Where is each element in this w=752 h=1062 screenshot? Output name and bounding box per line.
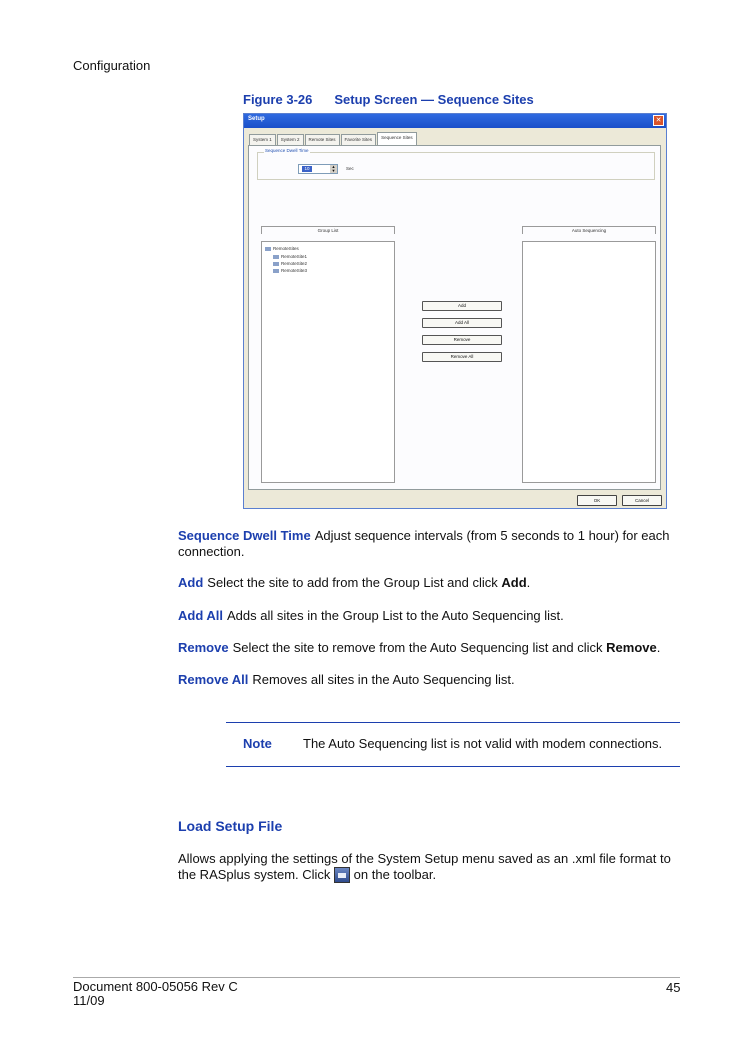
dwell-unit: Sec — [346, 166, 354, 171]
para-add — [178, 575, 680, 591]
para-dwell-text: Adjust sequence intervals (from 5 seconds to 1 hour) for each connection. — [178, 528, 670, 559]
close-icon[interactable]: ✕ — [653, 115, 664, 126]
setup-window-screenshot — [243, 113, 667, 509]
load-setup-toolbar-icon — [334, 867, 350, 883]
tree-root-label: RemoteSites — [273, 246, 299, 251]
term-remove: Remove — [178, 640, 229, 655]
tab-strip — [249, 134, 418, 145]
dwell-group-label: Sequence Dwell Time — [265, 148, 309, 153]
running-header: Configuration — [73, 58, 151, 73]
para-remove — [178, 640, 680, 656]
section-heading: Load Setup File — [178, 818, 283, 834]
footer-doc-info — [73, 980, 238, 1008]
tree-item-label: RemoteSite2 — [281, 261, 308, 266]
tab-system-2[interactable]: System 2 — [277, 134, 304, 145]
add-button[interactable]: Add — [422, 301, 502, 311]
section-text — [178, 851, 680, 883]
tab-favorite-sites[interactable]: Favorite Sites — [341, 134, 377, 145]
figure-number: Figure 3-26 — [243, 92, 313, 107]
tree-item[interactable] — [273, 261, 307, 266]
site-icon — [273, 262, 279, 266]
dwell-value: 10 — [302, 166, 312, 172]
tree-item[interactable] — [273, 254, 307, 259]
remove-button[interactable]: Remove — [422, 335, 502, 345]
term-dwell: Sequence Dwell Time — [178, 528, 311, 543]
group-list[interactable] — [261, 241, 395, 483]
para-add-text: Select the site to add from the Group List and click — [207, 575, 502, 590]
tree-item[interactable] — [273, 268, 307, 273]
tab-remote-sites[interactable]: Remote Sites — [305, 134, 340, 145]
auto-sequencing-list[interactable] — [522, 241, 656, 483]
tree-item-label: RemoteSite3 — [281, 268, 308, 273]
footer-date: 11/09 — [73, 993, 105, 1008]
note-text: The Auto Sequencing list is not valid with modem connections. — [303, 736, 663, 751]
para-add-end: . — [526, 575, 531, 590]
remove-all-button[interactable]: Remove All — [422, 352, 502, 362]
term-remove-all: Remove All — [178, 672, 249, 687]
footer-rule — [73, 977, 680, 978]
cancel-button[interactable]: Cancel — [622, 495, 662, 506]
para-add-all — [178, 608, 680, 624]
section-text-after: on the toolbar. — [350, 867, 437, 882]
tab-sequence-sites[interactable]: Sequence Sites — [377, 132, 417, 145]
site-icon — [273, 269, 279, 273]
ok-button[interactable]: OK — [577, 495, 617, 506]
tab-system-1[interactable]: System 1 — [249, 134, 276, 145]
para-add-all-text: Adds all sites in the Group List to the Auto Sequencing list. — [227, 608, 564, 623]
term-add: Add — [178, 575, 204, 590]
note-label: Note — [243, 736, 272, 751]
footer-doc: Document 800-05056 Rev C — [73, 979, 238, 994]
spinner-arrows-icon[interactable]: ▲ ▼ — [331, 164, 336, 173]
figure-caption — [243, 92, 534, 107]
auto-sequencing-header: Auto Sequencing — [522, 226, 656, 234]
section-text-before: Allows applying the settings of the System Setup menu saved as an .xml file format to the RASplus system. Click — [178, 851, 671, 882]
figure-title: Setup Screen — Sequence Sites — [334, 92, 534, 107]
group-list-header: Group List — [261, 226, 395, 234]
para-remove-text: Select the site to remove from the Auto Sequencing list and click — [232, 640, 607, 655]
para-remove-bold: Remove — [606, 640, 657, 655]
para-dwell — [178, 528, 680, 560]
note-rule-bottom — [226, 766, 680, 767]
para-remove-all-text: Removes all sites in the Auto Sequencing list. — [252, 672, 515, 687]
term-add-all: Add All — [178, 608, 224, 623]
tree-root[interactable] — [265, 246, 299, 251]
note-rule-top — [226, 722, 680, 723]
tab-panel — [248, 145, 661, 490]
window-titlebar — [244, 114, 666, 128]
tree-item-label: RemoteSite1 — [281, 254, 308, 259]
folder-icon — [265, 247, 271, 251]
dwell-time-group — [257, 148, 655, 180]
site-icon — [273, 255, 279, 259]
para-remove-end: . — [656, 640, 661, 655]
page-number: 45 — [666, 980, 681, 995]
add-all-button[interactable]: Add All — [422, 318, 502, 328]
window-title: Setup — [248, 116, 265, 122]
para-add-bold: Add — [501, 575, 527, 590]
para-remove-all — [178, 672, 680, 688]
dwell-time-spinner[interactable] — [298, 164, 338, 174]
